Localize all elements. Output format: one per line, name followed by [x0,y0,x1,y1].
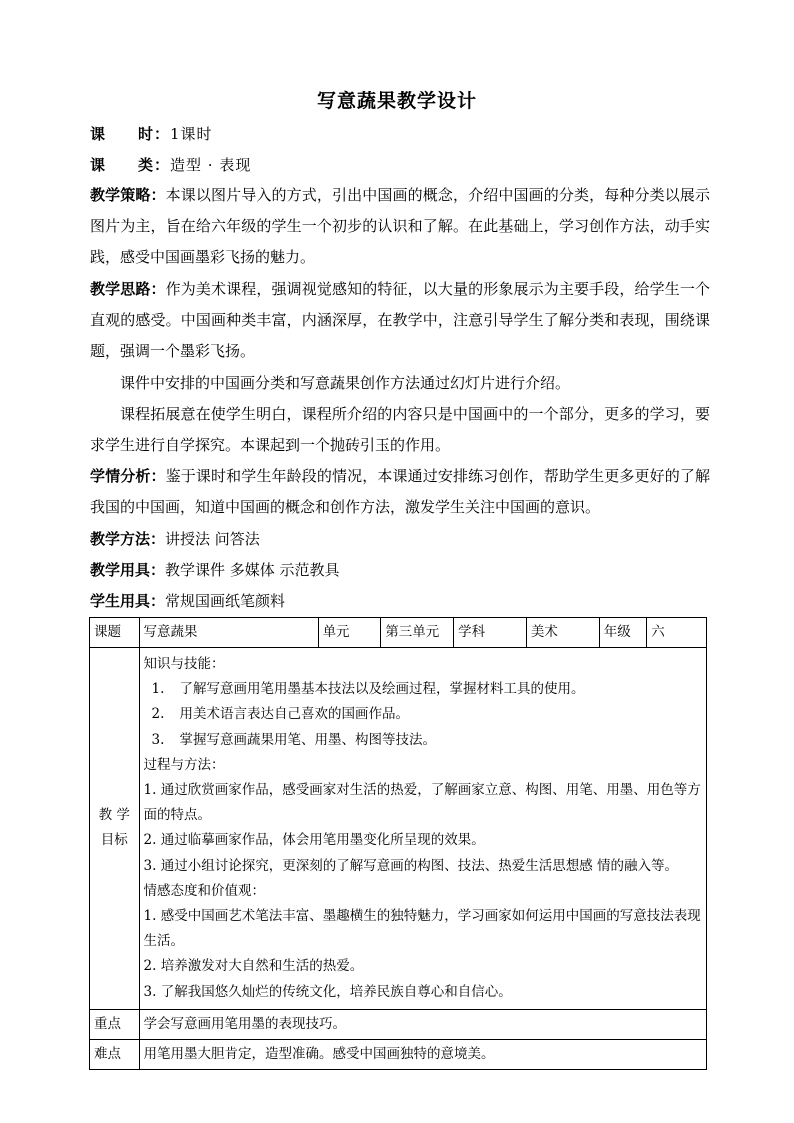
teaching-method-label: 教学方法： [90,530,166,548]
item-text: 用美术语言表达自己喜欢的国画作品。 [179,706,410,723]
table-row [90,618,707,648]
item-text: 了解写意画用笔用墨基本技法以及绘画过程，掌握材料工具的使用。 [179,681,585,698]
teaching-strategy-text: 本课以图片导入的方式，引出中国画的概念，介绍中国画的分类，每种分类以展示图片为主，旨在给六年级的学生一个初步的认识和了解。在此基础上，学习创作方法，动手实践，感受中国画墨彩飞扬的魅力。 [90,186,710,266]
teaching-thinking-text: 作为美术课程，强调视觉感知的特征，以大量的形象展示为主要手段，给学生一个直观的感受。中国画种类丰富，内涵深厚，在教学中，注意引导学生了解分类和表现，围绕课题，强调一个墨彩飞扬。 [90,280,710,360]
objectives-content [139,648,706,1010]
teaching-method [90,524,710,555]
grade-value: 六 [647,618,707,648]
teaching-strategy-label: 教学策略： [90,186,166,204]
student-tools-label: 学生用具： [90,592,166,610]
meta-category-value: 造型 · 表现 [170,156,252,174]
student-tools-text: 常规国画纸笔颜料 [165,592,286,610]
topic-header: 课题 [90,618,140,648]
subject-header: 学科 [454,618,527,648]
student-tools [90,586,710,617]
meta-category [90,154,710,176]
table-row [90,1039,707,1069]
learner-analysis-label: 学情分析： [90,467,166,485]
difficulty-value: 用笔用墨大胆肯定，造型准确。感受中国画独特的意境美。 [139,1039,706,1069]
teaching-tools [90,555,710,586]
item-number: 3. [151,731,165,748]
learner-analysis-text: 鉴于课时和学生年龄段的情况，本课通过安排练习创作，帮助学生更多更好的了解我国的中国画，知道中国画的概念和创作方法，激发学生关注中国画的意识。 [90,467,710,516]
objectives-header-line-2: 目标 [100,832,128,849]
table-row [90,1009,707,1039]
knowledge-item-2 [144,702,702,727]
knowledge-heading: 知识与技能： [143,656,225,672]
subject-value: 美术 [526,618,599,648]
table-row [90,648,707,1010]
meta-hours [90,123,710,145]
item-number: 1. [151,681,165,698]
process-heading: 过程与方法： [143,756,225,773]
extension-paragraph: 课程拓展意在使学生明白，课程所介绍的内容只是中国画中的一个部分，更多的学习，要求学生进行自学探究。本课起到一个抛砖引玉的作用。 [90,405,710,454]
attitude-heading: 情感态度和价值观： [143,882,266,899]
process-item-1: 1. 通过欣赏画家作品，感受画家对生活的热爱，了解画家立意、构图、用笔、用墨、用色等方面的特点。 [143,782,701,824]
courseware-paragraph: 课件中安排的中国画分类和写意蔬果创作方法通过幻灯片进行介绍。 [120,374,571,392]
teaching-method-text: 讲授法 问答法 [165,530,260,548]
teaching-strategy [90,180,710,273]
lesson-info-table [89,617,707,1070]
attitude-item-1: 1. 感受中国画艺术笔法丰富、墨趣横生的独特魅力，学习画家如何运用中国画的写意技法表现生活。 [143,908,701,950]
process-item-3: 3. 通过小组讨论探究，更深刻的了解写意画的构图、技法、热爱生活思想感 情的融入等。 [143,857,679,874]
key-point-value: 学会写意画用笔用墨的表现技巧。 [139,1009,706,1039]
difficulty-header: 难点 [90,1039,140,1069]
key-point-header: 重点 [90,1009,140,1039]
unit-header: 单元 [318,618,381,648]
attitude-item-2: 2. 培养激发对大自然和生活的热爱。 [143,958,364,975]
knowledge-item-1 [144,677,702,702]
grade-header: 年级 [599,618,647,648]
item-number: 2. [151,706,165,723]
page-title: 写意蔬果教学设计 [316,90,477,112]
unit-value: 第三单元 [381,618,454,648]
teaching-thinking [90,274,710,367]
teaching-tools-text: 教学课件 多媒体 示范教具 [165,561,340,579]
learner-analysis [90,461,710,523]
meta-hours-value: 1课时 [170,125,213,143]
teaching-tools-label: 教学用具： [90,561,166,579]
attitude-item-3: 3. 了解我国悠久灿烂的传统文化，培养民族自尊心和自信心。 [143,983,512,1000]
process-item-2: 2. 通过临摹画家作品，体会用笔用墨变化所呈现的效果。 [143,832,485,849]
teaching-thinking-label: 教学思路： [90,280,166,298]
topic-value: 写意蔬果 [139,618,318,648]
meta-hours-label: 课 时： [90,125,171,143]
meta-category-label: 课 类： [90,156,171,174]
objectives-header-line-1: 教 学 [98,807,130,824]
item-text: 掌握写意画蔬果用笔、用墨、构图等技法。 [179,731,437,748]
knowledge-item-3 [144,728,702,753]
objectives-header [90,648,140,1010]
